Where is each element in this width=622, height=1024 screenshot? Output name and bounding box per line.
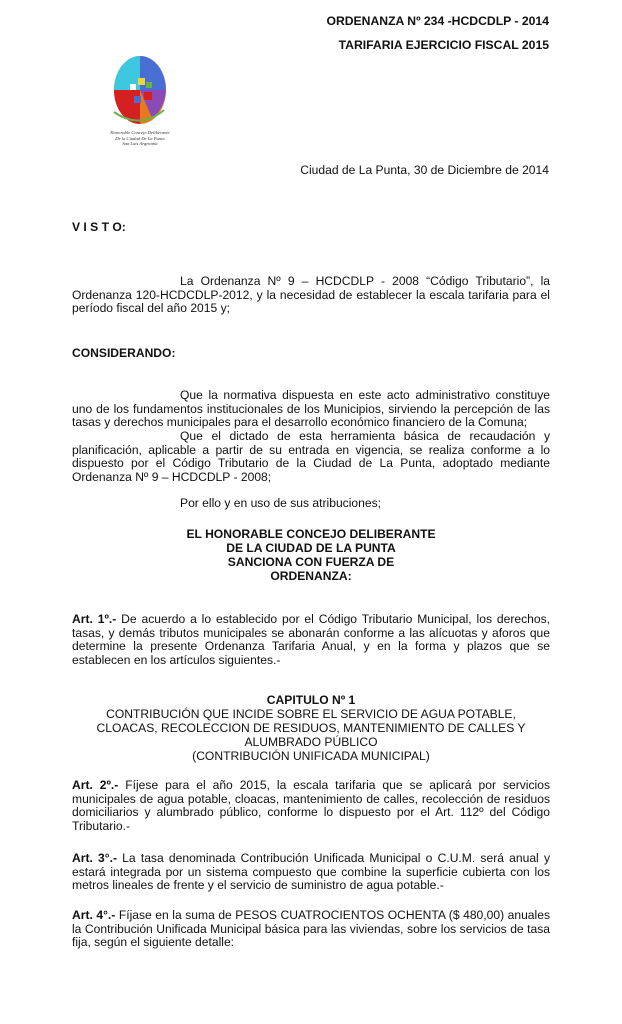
considerando-heading: CONSIDERANDO: xyxy=(72,346,176,360)
considerando-paragraph-3: Por ello y en uso de sus atribuciones; xyxy=(180,496,382,510)
article-4: Art. 4°.- Fíjase en la suma de PESOS CUATROCIENTOS OCHENTA ($ 480,00) anuales la Contribución Unificada Municipal básica para las viviendas, sobre los servicios de tasa fija, según el siguiente detalle: xyxy=(72,908,550,950)
crest-caption: Honorable Concejo Deliberante De la Ciudad De La Punta San Luis Argentina xyxy=(110,130,170,147)
considerando-paragraph-1: Que la normativa dispuesta en este acto administrativo constituye uno de los fundamentos institucionales de los Municipios, sirviendo la percepción de las tasas y derechos municipales para el desarrollo económico financiero de la Comuna; xyxy=(72,388,550,430)
considerando-paragraph-2: Que el dictado de esta herramienta básica de recaudación y planificación, aplicable a partir de su entrada en vigencia, se realiza conforme a lo dispuesto por el Código Tributario de la Ciudad de La Punta, adoptado mediante Ordenanza Nº 9 – HCDCDLP - 2008; xyxy=(72,429,550,484)
article-2: Art. 2º.- Fíjese para el año 2015, la escala tarifaria que se aplicará por servicios municipales de agua potable, cloacas, mantenimiento de calles, recolección de residuos domiciliarios y alumbrado público, conforme lo dispuesto por el Art. 112º del Código Tributario.- xyxy=(72,778,550,833)
visto-heading: V I S T O: xyxy=(72,220,126,234)
sanction-block: EL HONORABLE CONCEJO DELIBERANTE DE LA CIUDAD DE LA PUNTA SANCIONA CON FUERZA DE ORDENANZA: xyxy=(186,527,436,583)
date-line: Ciudad de La Punta, 30 de Diciembre de 2014 xyxy=(300,163,549,177)
article-1: Art. 1º.- De acuerdo a lo establecido por el Código Tributario Municipal, los derechos, tasas, y demás tributos municipales se abonarán conforme a las alícuotas y aforos que determine la presente Ordenanza Tarifaria Anual, y en la forma y plazos que se establecen en los artículos siguientes.- xyxy=(72,612,551,667)
visto-paragraph: La Ordenanza Nº 9 – HCDCDLP - 2008 “Código Tributario”, la Ordenanza 120-HCDCDLP-2012, y la necesidad de establecer la escala tarifaria para el período fiscal del año 2015 y; xyxy=(72,274,550,316)
ordinance-number: ORDENANZA Nº 234 -HCDCDLP - 2014 xyxy=(326,14,549,28)
chapter-heading: CAPITULO Nº 1 CONTRIBUCIÓN QUE INCIDE SOBRE EL SERVICIO DE AGUA POTABLE, CLOACAS, RECOLECCION DE RESIDUOS, MANTENIMIENTO DE CALLES Y ALUMBRADO PÚBLICO (CONTRIBUCIÓN UNIFICADA MUNICIPAL) xyxy=(96,693,526,763)
tariff-title: TARIFARIA EJERCICIO FISCAL 2015 xyxy=(338,38,549,52)
article-3: Art. 3°.- La tasa denominada Contribución Unificada Municipal o C.U.M. será anual y estará integrada por un sistema compuesto que combine la superficie cubierta con los metros lineales de frente y el servicio de suministro de agua potable.- xyxy=(72,851,550,893)
